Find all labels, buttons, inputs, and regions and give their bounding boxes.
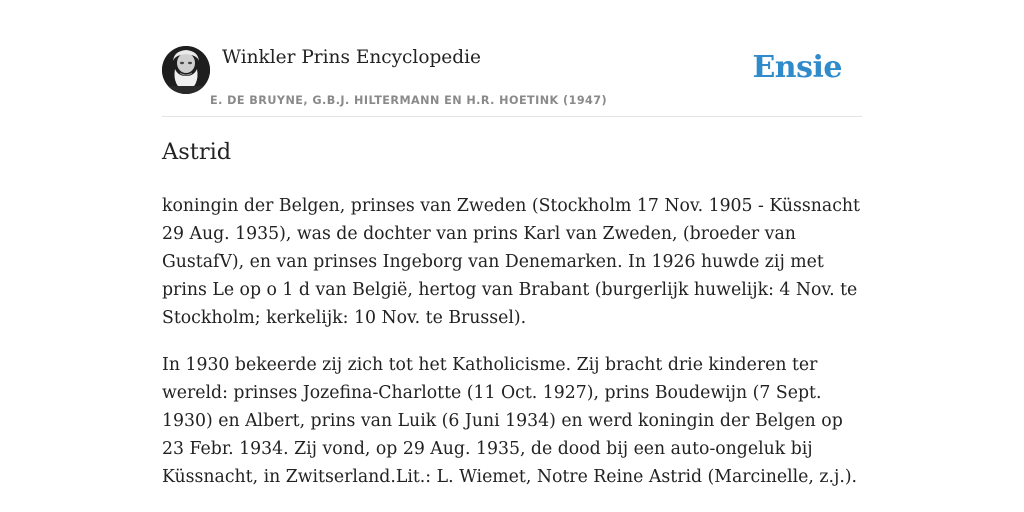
article-paragraph: koningin der Belgen, prinses van Zweden (Stockholm 17 Nov. 1905 - Küssnacht 29 Aug. 1935), was de dochter van prins Karl van Zweden, (broeder van GustafV), en van prinses Ingeborg van Denemarken. In 1926 huwde zij met prins Le op o 1 d van België, hertog van Brabant (burgerlijk huwelijk: 4 Nov. te Stockholm; kerkelijk: 10 Nov. te Brussel).: [162, 196, 860, 328]
source-title[interactable]: Winkler Prins Encyclopedie: [222, 47, 481, 68]
ensie-logo[interactable]: Ensie: [752, 50, 842, 85]
article-title: Astrid: [162, 139, 232, 165]
bearded-man-portrait-icon[interactable]: [162, 46, 210, 94]
article-paragraph: In 1930 bekeerde zij zich tot het Katholicisme. Zij bracht drie kinderen ter wereld: prinses Jozefina-Charlotte (11 Oct. 1927), prins Boudewijn (7 Sept. 1930) en Albert, prins van Luik (6 Juni 1934) en werd koningin der Belgen op 23 Febr. 1934. Zij vond, op 29 Aug. 1935, de dood bij een auto-ongeluk bij Küssnacht, in Zwitserland.Lit.: L. Wiemet, Notre Reine Astrid (Marcinelle, z.j.).: [162, 355, 858, 487]
source-header: [162, 46, 862, 117]
source-authors: E. DE BRUYNE, G.B.J. HILTERMANN EN H.R. HOETINK (1947): [210, 94, 608, 107]
article-body: [162, 192, 864, 510]
